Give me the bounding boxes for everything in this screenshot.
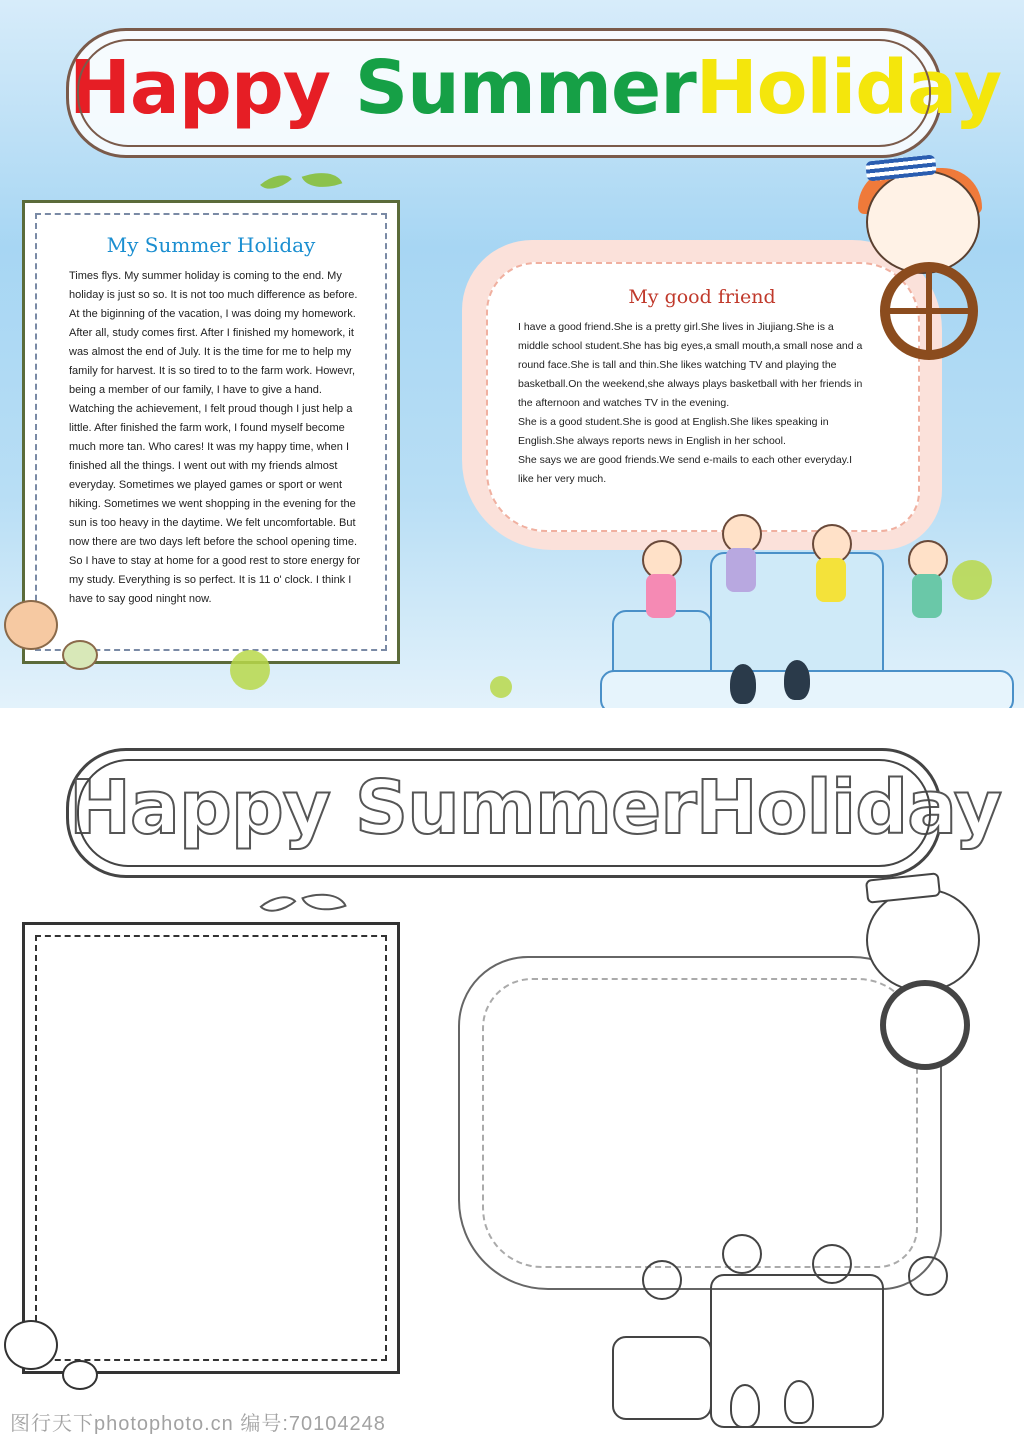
leaf-outline-icon <box>301 884 347 920</box>
cookie-icon <box>62 640 98 670</box>
banner-title <box>69 45 1002 131</box>
cookie-outline-icon <box>62 1360 98 1390</box>
flower-icon <box>490 676 512 698</box>
penguin-icon <box>730 664 756 704</box>
outline-penguin-icon <box>730 1384 760 1428</box>
summer-holiday-title: My Summer Holiday <box>106 233 316 257</box>
leaf-icon <box>302 164 343 195</box>
watermark: 图行天下photophoto.cn 编号:70104248 <box>10 1413 386 1435</box>
good-friend-text <box>518 318 864 489</box>
good-friend-paragraph-3: She says we are good friends.We send e-mails to each other everyday.I like her very much. <box>518 454 853 485</box>
flower-icon <box>230 650 270 690</box>
outline-kid-icon <box>812 1244 852 1284</box>
outline-poster <box>0 708 1024 1448</box>
outline-title-word-holiday: Holiday <box>695 765 1002 851</box>
kid-body-icon <box>726 548 756 592</box>
good-friend-title: My good friend <box>628 286 776 308</box>
leaf-outline-icon <box>259 886 296 922</box>
kid-body-icon <box>646 574 676 618</box>
outline-kid-icon <box>722 1234 762 1274</box>
outline-title-banner <box>66 748 1002 878</box>
colored-poster <box>0 0 1024 708</box>
flower-icon <box>952 560 992 600</box>
sailor-girl-icon <box>866 170 980 274</box>
summer-holiday-text: Times flys. My summer holiday is coming to the end. My holiday is just so so. It is not too much difference as before. At the biginning of the vacation, I was doing my homework. After all, study comes first. After I finished my homework, it was almost the end of July. It is the time for me to help my family for harvest. It is so tired to to the farm work. Howevr, being a member of our family, I have to give a hand. Watching the achievement, I felt proud though I just help a little. After finished the farm work, I found myself become much more tan. Who cares! It was my happy time, when I finished all the things. I went out with my friends almost everyday. Sometimes we played games or sport or went hiking. Sometimes we went shopping in the evening for the sun is too heavy in the daytime. We felt uncomfortable. But now there are two days left before the school opening time. So I have to stay at home for a good rest to store energy for my study. Everything is so perfect. It is 11 o' clock. I think I have to say good ninght now. <box>69 270 361 605</box>
kid-body-icon <box>912 574 942 618</box>
leaf-icon <box>260 167 292 197</box>
outline-girl-head-icon <box>866 888 980 992</box>
good-friend-paragraph-1: I have a good friend.She is a pretty girl.She lives in Jiujiang.She is a middle school student.She has big eyes,a small mouth,a small nose and a round face.She is tall and thin.She likes watching TV and playing the basketball.On the weekend,she always plays basketball with her friends in the afternoon and watches TV in the evening. <box>518 321 863 409</box>
outline-title-word-summer: Summer <box>354 765 696 851</box>
title-word-happy: Happy <box>69 45 331 131</box>
ship-wheel-icon <box>880 262 978 360</box>
title-word-holiday: Holiday <box>695 45 1002 131</box>
penguin-icon <box>784 660 810 700</box>
cookie-outline-icon <box>4 1320 58 1370</box>
outline-ship-wheel-icon <box>880 980 970 1070</box>
outline-penguin-icon <box>784 1380 814 1424</box>
good-friend-paragraph-2: She is a good student.She is good at English.She likes speaking in English.She always reports news in English in her school. <box>518 416 829 447</box>
cookie-icon <box>4 600 58 650</box>
outline-bubble <box>458 956 942 1290</box>
title-banner <box>66 28 1002 158</box>
summer-holiday-box <box>22 200 400 664</box>
outline-kid-icon <box>908 1256 948 1296</box>
title-word-summer: Summer <box>354 45 696 131</box>
outline-title-word-happy: Happy <box>69 765 331 851</box>
kid-body-icon <box>816 558 846 602</box>
outline-left-box <box>22 922 400 1374</box>
outline-banner-title <box>69 765 1002 851</box>
good-friend-bubble <box>462 240 942 550</box>
outline-ice-block-icon <box>612 1336 712 1420</box>
outline-kid-icon <box>642 1260 682 1300</box>
